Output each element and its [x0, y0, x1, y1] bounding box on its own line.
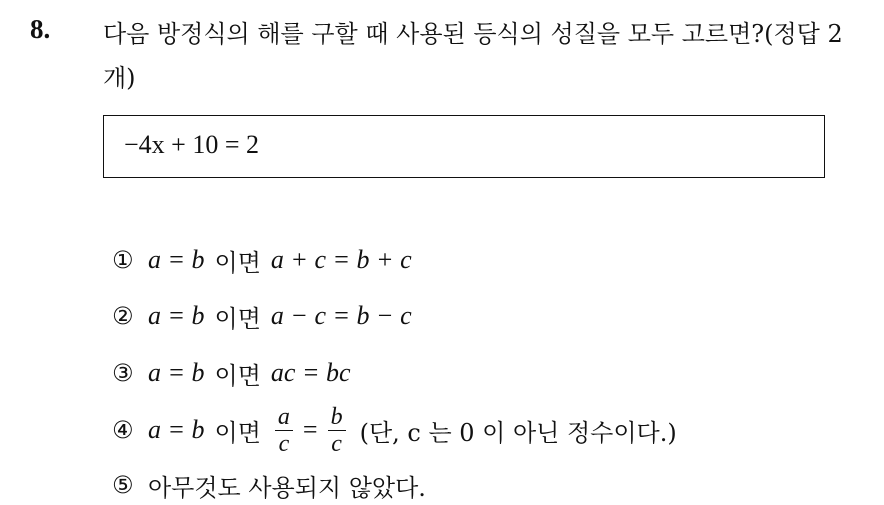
choice-1[interactable] [112, 240, 412, 280]
choice-3[interactable] [112, 353, 351, 393]
choice-result: ac = bc [270, 358, 351, 387]
fraction-a-over-c [275, 404, 293, 457]
question-number: 8. [30, 14, 51, 44]
choice-2[interactable] [112, 296, 412, 336]
choice-premise: a = b [148, 301, 205, 330]
choice-result: a + c = b + c [270, 245, 412, 274]
fraction-denominator: c [331, 430, 342, 457]
equation: −4x + 10 = 2 [124, 130, 259, 159]
choice-connector: 이면 [214, 304, 261, 333]
choice-mark: ② [112, 302, 134, 330]
choice-mark: ⑤ [112, 471, 134, 499]
fraction-b-over-c [328, 404, 346, 457]
choice-text: 아무것도 사용되지 않았다. [148, 473, 426, 502]
choice-4[interactable] [112, 402, 677, 458]
choice-premise: a = b [148, 245, 205, 274]
choice-condition: (단, c 는 0 이 아닌 정수이다.) [359, 418, 677, 447]
fraction-numerator: a [277, 403, 290, 430]
choice-connector: 이면 [214, 248, 261, 277]
choice-premise: a = b [148, 415, 205, 444]
fraction-denominator: c [278, 430, 290, 457]
choice-mark: ④ [112, 416, 134, 444]
choice-result: a − c = b − c [270, 301, 412, 330]
equals-sign: = [302, 415, 318, 444]
question-text: 다음 방정식의 해를 구할 때 사용된 등식의 성질을 모두 고르면?(정답 2개) [103, 20, 843, 92]
equation-box [103, 115, 825, 178]
choice-mark: ① [112, 246, 134, 274]
choice-mark: ③ [112, 359, 134, 387]
choice-5[interactable] [112, 465, 426, 505]
choice-premise: a = b [148, 358, 205, 387]
choice-connector: 이면 [214, 418, 261, 447]
choice-connector: 이면 [214, 361, 261, 390]
fraction-numerator: b [330, 403, 343, 430]
